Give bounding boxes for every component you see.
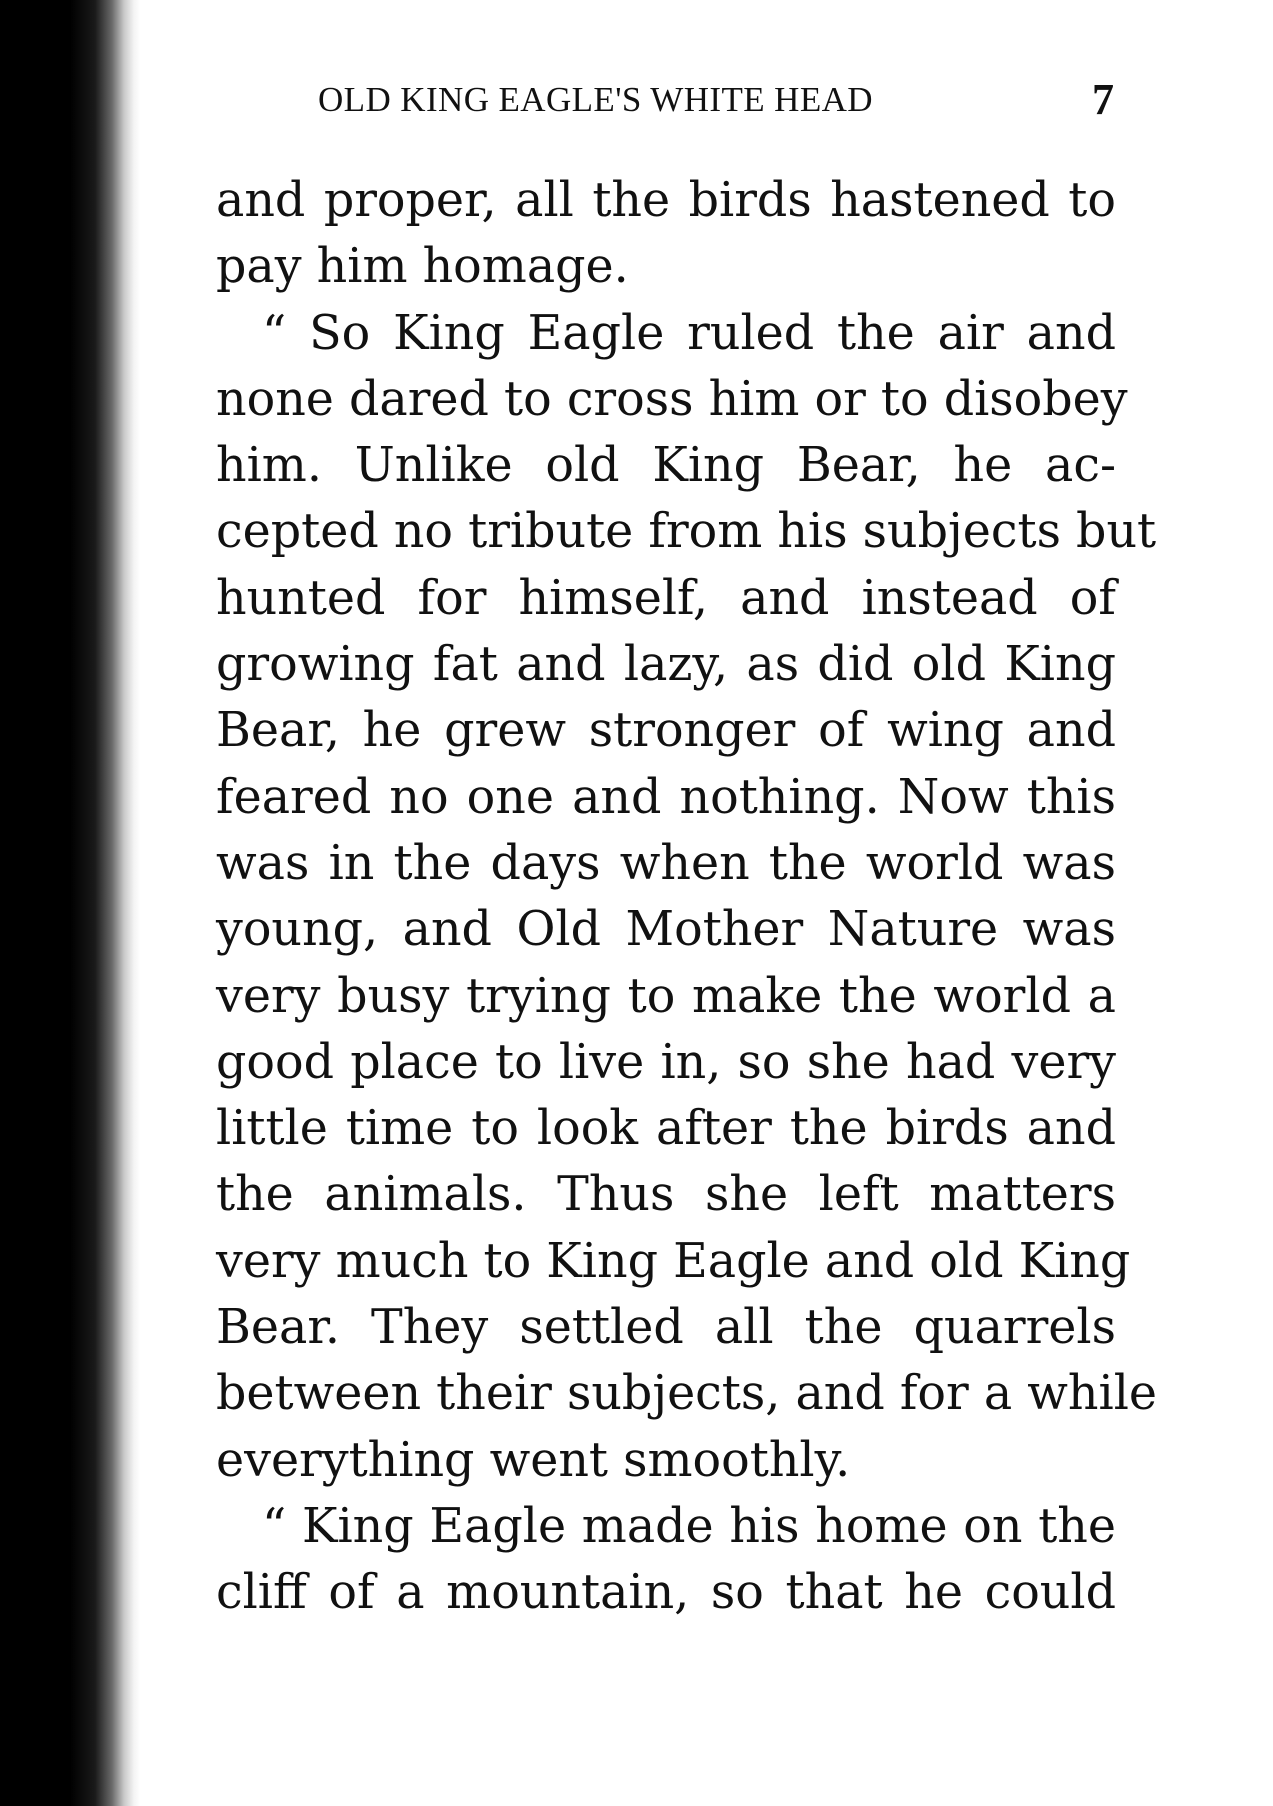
text-line: good place to live in, so she had very [216,1034,1116,1090]
text-line: “ King Eagle made his home on the [262,1498,1116,1554]
text-line: hunted for himself, and instead of [216,570,1116,626]
text-line: little time to look after the birds and [216,1101,1116,1157]
text-line: cliff of a mountain, so that he could [216,1565,1116,1621]
text-line: and proper, all the birds hastened to [216,173,1116,228]
text-line: Bear. They settled all the quarrels [216,1300,1116,1356]
text-line: very busy trying to make the world a [216,968,1116,1024]
text-line: cepted no tribute from his subjects but [216,504,1157,560]
running-head [318,75,1114,124]
scanned-binding-edge [0,0,140,1806]
text-line: him. Unlike old King Bear, he ac- [216,438,1116,494]
text-line: young, and Old Mother Nature was [216,902,1116,958]
page-number: 7 [1092,75,1114,124]
body-text [216,168,1158,1627]
text-line: “ So King Eagle ruled the air and [262,305,1116,361]
text-line: pay him homage. [216,239,629,295]
text-line: between their subjects, and for a while [216,1366,1158,1422]
text-line: feared no one and nothing. Now this [216,769,1116,825]
text-line: the animals. Thus she left matters [216,1167,1116,1223]
text-line: everything went smoothly. [216,1432,851,1488]
text-line: growing fat and lazy, as did old King [216,637,1116,693]
text-line: none dared to cross him or to disobey [216,371,1128,427]
running-title: OLD KING EAGLE'S WHITE HEAD [318,80,873,119]
text-line: very much to King Eagle and old King [216,1233,1131,1289]
text-line: Bear, he grew stronger of wing and [216,703,1116,759]
text-line: was in the days when the world was [216,835,1116,891]
